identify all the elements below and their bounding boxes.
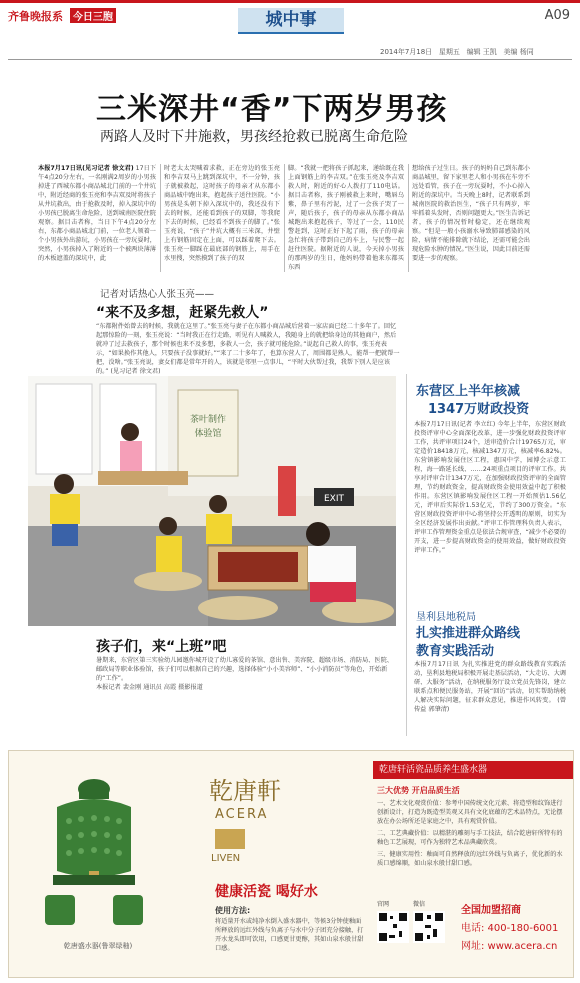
weekday: 星期五 <box>438 48 460 56</box>
main-subhead: 两路人及时下井施救，男孩经抢救已脱离生命危险 <box>100 129 408 145</box>
advantages-list <box>377 799 565 868</box>
sidebar-body <box>96 322 402 375</box>
story-byline: 本报7月17日讯(见习记者 徐文君) <box>38 165 134 172</box>
masthead-paper: 齐鲁晚报系 <box>8 10 63 23</box>
designer: 美编 杨同 <box>503 48 534 56</box>
column-divider <box>406 374 407 736</box>
photo-caption-body <box>96 656 396 696</box>
story3-body <box>414 660 566 736</box>
story2-title-line-2: 1347万财政投资 <box>428 402 530 417</box>
web-text: 网址: www.acera.cn <box>461 941 558 952</box>
product-caption: 乾唐盛水器(鲁翠绿釉) <box>63 942 133 950</box>
qr-code-icon <box>413 911 445 943</box>
qr-code-icon <box>377 911 409 943</box>
sidebar-kicker: 记者对话热心人张玉亮—— <box>100 289 215 300</box>
usage-title: 使用方法: <box>215 906 251 915</box>
ad-slogan: 健康活瓷 喝好水 <box>215 884 318 900</box>
story3-title-line-1: 扎实推进群众路线 <box>416 626 521 641</box>
editor: 编辑 王凯 <box>466 48 497 56</box>
tea-board-line-2: 体验馆 <box>194 429 222 439</box>
ad-header: 乾唐轩活瓷品质养生盛水器 <box>373 761 573 779</box>
story3-kicker: 垦利县地税局 <box>416 612 476 623</box>
kids-tea-room-illustration <box>28 376 396 626</box>
page-number: A09 <box>544 8 570 23</box>
qr-label-site: 官网 <box>377 901 390 908</box>
phone-text: 电话: 400-180-6001 <box>461 923 559 934</box>
story-column-2: 时老太太哭喊着求救，正在旁边的张玉亮和李吉双马上跳到深坑中，不一分钟，孩子就被救起，这时孩子的母亲才从东都小商品城中跑出来，抱起孩子送往医院。“小男孩是头朝下掉入深坑中的，我还没有下去的时候，还能看到孩子的双脚，等我爬下去的时候，已经看不到孩子的脚了。”张玉亮说，“孩子”井坑大概有三米深，井壁上有钢筋固定在上面，可以踩着爬下去。张玉亮一脚踩在最底部的钢筋上，用手在水里搜，突然摸到了孩子的双 <box>164 165 280 262</box>
main-headline: 三米深井“香”下两岁男孩 <box>96 92 448 127</box>
story3-title-line-2: 教育实践活动 <box>416 644 495 659</box>
photo-credit: 本报记者 裴金刚 通讯员 高霞 摄影报道 <box>96 684 203 691</box>
qr-codes <box>377 899 447 969</box>
advertisement <box>8 750 574 978</box>
date: 2014年7月18日 <box>380 48 433 56</box>
story-column-1-text: 17日下午4点20分左右，一名刚满2周岁的小男孩掉进了西城东都小商品城北门前的一个井坑中，附近经商的张玉亮和李吉双及时将孩子从井坑救出，由于抢救及时，掉入深坑中的小男孩已脱离生命危险，送到城南医院住院观察。据目击者称，当日下午4点20分左右，东都小商品城北门前，一位老人领着一个小男孩外出游玩，小男孩在一旁玩耍时，突然，小男孩掉入了附近的一个被两块薄薄的木板遮盖的深坑中，此 <box>38 165 157 262</box>
section-name: 城中事 <box>238 8 344 34</box>
ad-brand-en: ACERA <box>215 807 269 822</box>
photo-caption-text: 暑期来，东营区第三实验幼儿园邀你城开设了幼儿寡爱的茶馆、意出售、美容院、超级市场、消防局、医院、邮政局等职业体验馆，孩子们可以根据自己的兴趣，选择体验“小小美容师”、“小小消防员”等角色，开始新的“工作”。 <box>96 657 393 682</box>
water-dispenser-icon <box>39 771 149 931</box>
story2-body: 本报7月17日讯(记者 李立红) 今年上半年，东营区财政投资评审中心全面深化改革，进一步强化财政投资评审工作，共评审项目24个，送审造价合计19765万元，审定造价18418万元，核减1347万元，核减率6.82%。东营镇影响发展住区工程，惠国中学，园博会示意工程，海一路延长线、……24项重点项目的评审工作。共享对评审合计1347万元，在加强财政投资评审的全面管理，节约财政资金，提高财政资金使用效益中起了积极作用。东营区镇影响发展住区工程一开始预估1.56亿元，评审后实际价1.53亿元，节约了300万资金。“东营区财政投资评审中心将坚持公开透明的原则，切实为全区经济发展作出贡献。”评审工作管理科负责人表示，评审工作管理资金重点是依法合规审查，“减少不必要的开支，进一步提高财政资金的使用效益，做好财政投资评审工作。” <box>414 421 566 554</box>
ad-sub-brand: LIVEN <box>211 853 241 864</box>
sidebar-credit: (见习记者 徐文君) <box>110 368 161 375</box>
story-column-4: 想给孩子过生日。孩子的妈妈自己到东都小商品城里，留下家里老人和小男孩在车旁不远处看管，孩子在一旁玩耍时，不小心掉入附近的深坑中。当天晚上8时，记者联系到城南医院的救治医生，“孩子只有两岁，牢牢抓着头发时，否则问题更大。”医生告诉记者，孩子的情况暂时稳定，还在继续观察。“但是一般小孩溺水导致肺部感染的风险，病情不能排除就下结论，还需可能会出现危险水肿的情况。”医生说，因此目前还需要进一步的观察。 <box>412 165 530 262</box>
column-separator <box>408 164 409 272</box>
exit-sign: EXIT <box>323 494 345 504</box>
column-separator <box>160 164 161 272</box>
story-column-1 <box>38 164 156 272</box>
ad-brand-cn: 乾唐軒 <box>209 777 281 805</box>
qr-label-wechat: 微信 <box>413 901 426 908</box>
top-red-rule <box>0 0 580 3</box>
masthead <box>8 8 116 24</box>
advantage-item: 三、健康实用性：釉面可自然释放的远红外线与负离子，优化新的水质口感绵顺，如山泉水般甘甜口感。 <box>377 851 563 867</box>
column-separator <box>284 164 285 272</box>
usage-body: 将适量开水或纯净水倒入盛水器中，等候3分钟使釉面所释放的远红外线与负离子与水中分子团充分接触，打开水龙头即可饮用，口感更甘更醇，其如山泉水般甘甜口感。 <box>215 918 364 952</box>
story-column-3: 脚。“我就一把将孩子抓起来，递给既在我上面钢筋上的李吉双。”在张玉亮及李吉双救人时，附近的好心人拨打了110电话。据目击者称，孩子刚被救上来时，嘴唇乌紫，鼻子里有污泥，过了一会孩子哭了一声，随后孩子，孩子的母亲从东都小商品城跑出来抱起孩子，等过了一会，110民警赶到，这时正好下起了雨，孩子的母亲急忙将孩子带到自己的车上，与民警一起赶往医院。据附近的人说，今天掉小男孩的那两岁的生日，他妈妈带着他来东都买东西 <box>288 165 404 271</box>
advantage-item: 一、艺术文化观赏价值：参考中国传统文化元素、将造型和纹饰进行创新设计，打造为既造型美观又具有文化底蕴的艺术品特点，无论摆放在办公场所还是家庭之中，具有观赏价值。 <box>377 800 563 825</box>
tea-board-line-1: 茶叶制作 <box>189 415 227 425</box>
header-rule <box>8 59 572 60</box>
photo-caption-title: 孩子们，来“上班”吧 <box>96 639 227 655</box>
news-photo <box>28 376 396 626</box>
join-text: 全国加盟招商 <box>461 905 521 916</box>
masthead-edition: 今日三胞 <box>70 8 116 23</box>
advantages-title: 三大优势 开启品质生活 <box>377 786 460 795</box>
sidebar-title: “来不及多想，赶紧先救人” <box>96 305 269 321</box>
liven-logo-icon <box>215 829 245 849</box>
story3-credit: (曾传益 郭肇清) <box>414 697 567 713</box>
advantage-item: 二、工艺典藏价值：以精湛的雕刻与手工技法，结合乾唐轩所特有的釉色工艺展现，可作为独特艺术品典藏欣赏。 <box>377 830 563 846</box>
story3-body-text: 本报7月17日讯 为扎实推进党的群众路线教育实践活动，垦利县地税局积极开展走基层活动，“大走访、大调研、大服务”活动，在纳税服务厅设立党员先锋岗，建立联系点和便民服务站，开展“回访”活动，切实帮助纳税人解决实际问题，征求群众意见，推进作风转变。 <box>414 661 566 704</box>
dateline <box>380 47 534 57</box>
story2-title-line-1: 东营区上半年核减 <box>416 384 521 399</box>
sidebar-body-text: “东都附件始曾去的时候，我就在这里了。”张玉亮与妻子在东都小商品城后营着一家店面已经二十多年了。回忆起那惊险的一刻，张玉亮说：“当时我正在行走路，听见有人喊救人，我随身上的就把给身边的其他商户，然后就冲了过去救孩子，那个时候也来不及多想，多救人一会，孩子就可能危险。”说起自己救人的事，张玉亮表示，“如果换作其他人，只要孩子没事就好。”“来了二十多年了，也算东营人了，周围都是熟人，能帮一把就帮一把，没啥。”张玉亮说，妻女们都是常年开的人，该就是邻里一点事儿，“平时大伙帮过我，我帮下别人是应该的。” <box>96 323 400 375</box>
